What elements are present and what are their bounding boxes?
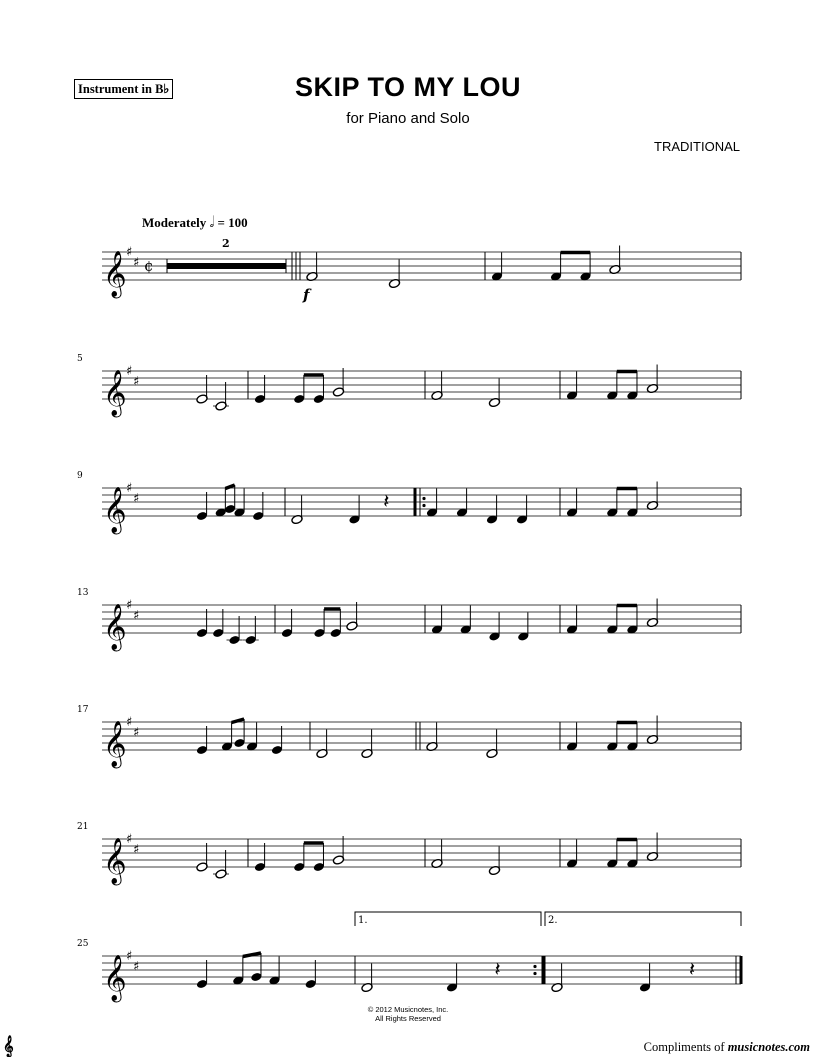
measure-number: 13 xyxy=(77,588,89,598)
piece-subtitle: for Piano and Solo xyxy=(346,110,470,127)
compliments-prefix: Compliments of xyxy=(643,1040,728,1054)
measure-number: 21 xyxy=(77,822,89,832)
key-sharp-f-icon: ♯ xyxy=(126,481,133,496)
measure-number: 9 xyxy=(77,471,83,481)
compliments-footer xyxy=(644,1040,810,1055)
copyright-notice xyxy=(0,1005,816,1023)
key-sharp-c-icon: ♯ xyxy=(133,608,140,624)
key-sharp-c-icon: ♯ xyxy=(133,959,140,975)
tempo-value: = 100 xyxy=(217,215,248,230)
treble-clef-icon: 𝄞 xyxy=(103,604,127,650)
piece-title: SKIP TO MY LOU xyxy=(294,72,522,102)
quarter-rest-icon: 𝄽 xyxy=(494,957,501,981)
copyright-line-1: © 2012 Musicnotes, Inc. xyxy=(367,1005,449,1014)
first-ending-label: 1. xyxy=(358,915,368,926)
second-ending-label: 2. xyxy=(548,915,558,926)
measure-number: 5 xyxy=(77,354,83,364)
treble-clef-icon: 𝄞 xyxy=(103,251,127,297)
treble-clef-icon: 𝄞 xyxy=(103,838,127,884)
key-sharp-c-icon: ♯ xyxy=(133,725,140,741)
quarter-rest-icon: 𝄽 xyxy=(383,489,390,513)
treble-clef-icon: 𝄞 xyxy=(103,721,127,767)
key-sharp-f-icon: ♯ xyxy=(126,364,133,379)
key-sharp-c-icon: ♯ xyxy=(133,255,140,271)
key-sharp-c-icon: ♯ xyxy=(133,491,140,507)
cut-time-signature-icon: ¢ xyxy=(144,257,154,275)
repeat-dot xyxy=(533,965,536,968)
first-ending-bracket xyxy=(355,912,541,926)
copyright-line-2: All Rights Reserved xyxy=(375,1014,441,1023)
multi-measure-rest-count: 2 xyxy=(222,237,230,250)
key-sharp-c-icon: ♯ xyxy=(133,374,140,390)
instrument-label: Instrument in B♭ xyxy=(74,79,173,99)
key-sharp-f-icon: ♯ xyxy=(126,832,133,847)
multi-measure-rest xyxy=(167,263,286,269)
treble-clef-icon: 𝄞 xyxy=(103,955,127,1001)
key-sharp-c-icon: ♯ xyxy=(133,842,140,858)
key-sharp-f-icon: ♯ xyxy=(126,598,133,613)
treble-clef-icon: 𝄞 xyxy=(103,487,127,533)
half-note-icon: 𝅗𝅥 xyxy=(209,215,215,231)
compliments-site: musicnotes.com xyxy=(727,1040,810,1054)
repeat-dot xyxy=(422,497,425,500)
repeat-dot xyxy=(422,504,425,507)
key-sharp-f-icon: ♯ xyxy=(126,949,133,964)
measure-number: 17 xyxy=(77,705,89,715)
repeat-dot xyxy=(533,972,536,975)
treble-clef-icon: 𝄞 xyxy=(103,370,127,416)
dynamic-marking: f xyxy=(303,286,310,304)
measure-number: 25 xyxy=(77,939,89,949)
key-sharp-f-icon: ♯ xyxy=(126,245,133,260)
musicnotes-logo-icon: 𝄞 xyxy=(3,1036,14,1057)
second-ending-bracket xyxy=(545,912,741,926)
key-sharp-f-icon: ♯ xyxy=(126,715,133,730)
composer-credit: TRADITIONAL xyxy=(654,139,740,154)
quarter-rest-icon: 𝄽 xyxy=(689,957,696,981)
tempo-label: Moderately xyxy=(142,215,207,230)
